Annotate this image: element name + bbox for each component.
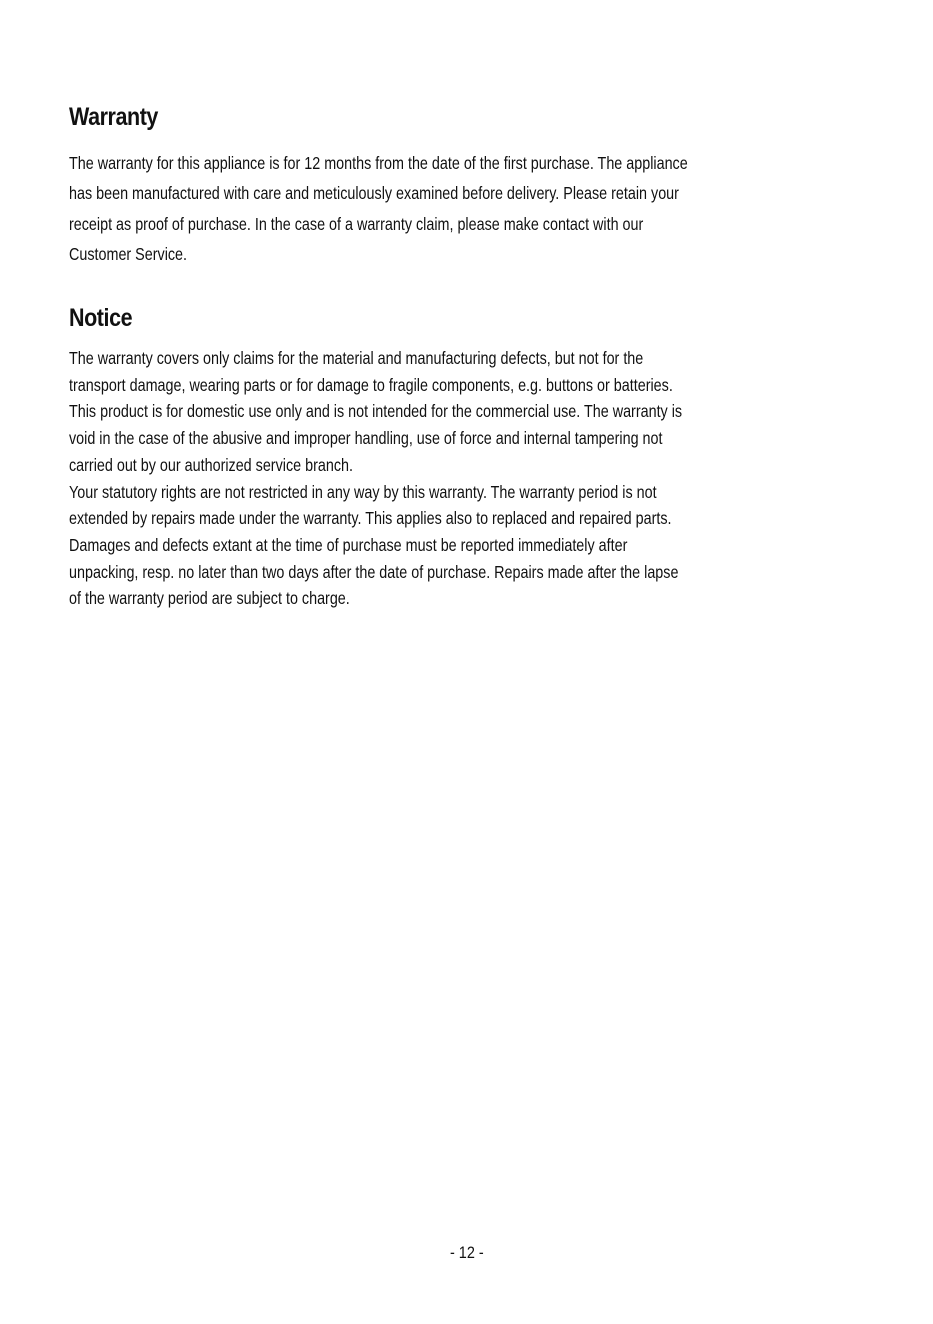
warranty-line: receipt as proof of purchase. In the case of a warranty claim, please make contact with our xyxy=(69,213,644,234)
notice-line: This product is for domestic use only and is not intended for the commercial use. The warranty is xyxy=(69,401,683,422)
notice-line: transport damage, wearing parts or for damage to fragile components, e.g. buttons or batteries. xyxy=(69,374,673,395)
warranty-line: Customer Service. xyxy=(69,243,188,264)
notice-line: unpacking, resp. no later than two days after the date of purchase. Repairs made after the lapse xyxy=(69,561,679,582)
notice-line: extended by repairs made under the warranty. This applies also to replaced and repaired parts. xyxy=(69,508,672,529)
notice-line: void in the case of the abusive and improper handling, use of force and internal tampering not xyxy=(69,428,663,449)
warranty-line: has been manufactured with care and meticulously examined before delivery. Please retain your xyxy=(69,183,679,204)
warranty-line: The warranty for this appliance is for 12 months from the date of the first purchase. The appliance xyxy=(69,153,688,173)
notice-line: Your statutory rights are not restricted in any way by this warranty. The warranty period is not xyxy=(69,481,657,502)
warranty-heading: Warranty xyxy=(69,103,158,131)
notice-line: of the warranty period are subject to charge. xyxy=(69,588,350,609)
notice-line: Damages and defects extant at the time of purchase must be reported immediately after xyxy=(69,534,628,555)
notice-line: The warranty covers only claims for the material and manufacturing defects, but not for the xyxy=(69,348,644,368)
page-number-label: - 12 - xyxy=(449,1243,484,1262)
notice-line: carried out by our authorized service branch. xyxy=(69,454,353,475)
page-number xyxy=(0,1242,933,1264)
warranty-paragraph xyxy=(69,148,824,269)
notice-paragraph xyxy=(69,345,817,612)
notice-heading: Notice xyxy=(69,304,133,332)
